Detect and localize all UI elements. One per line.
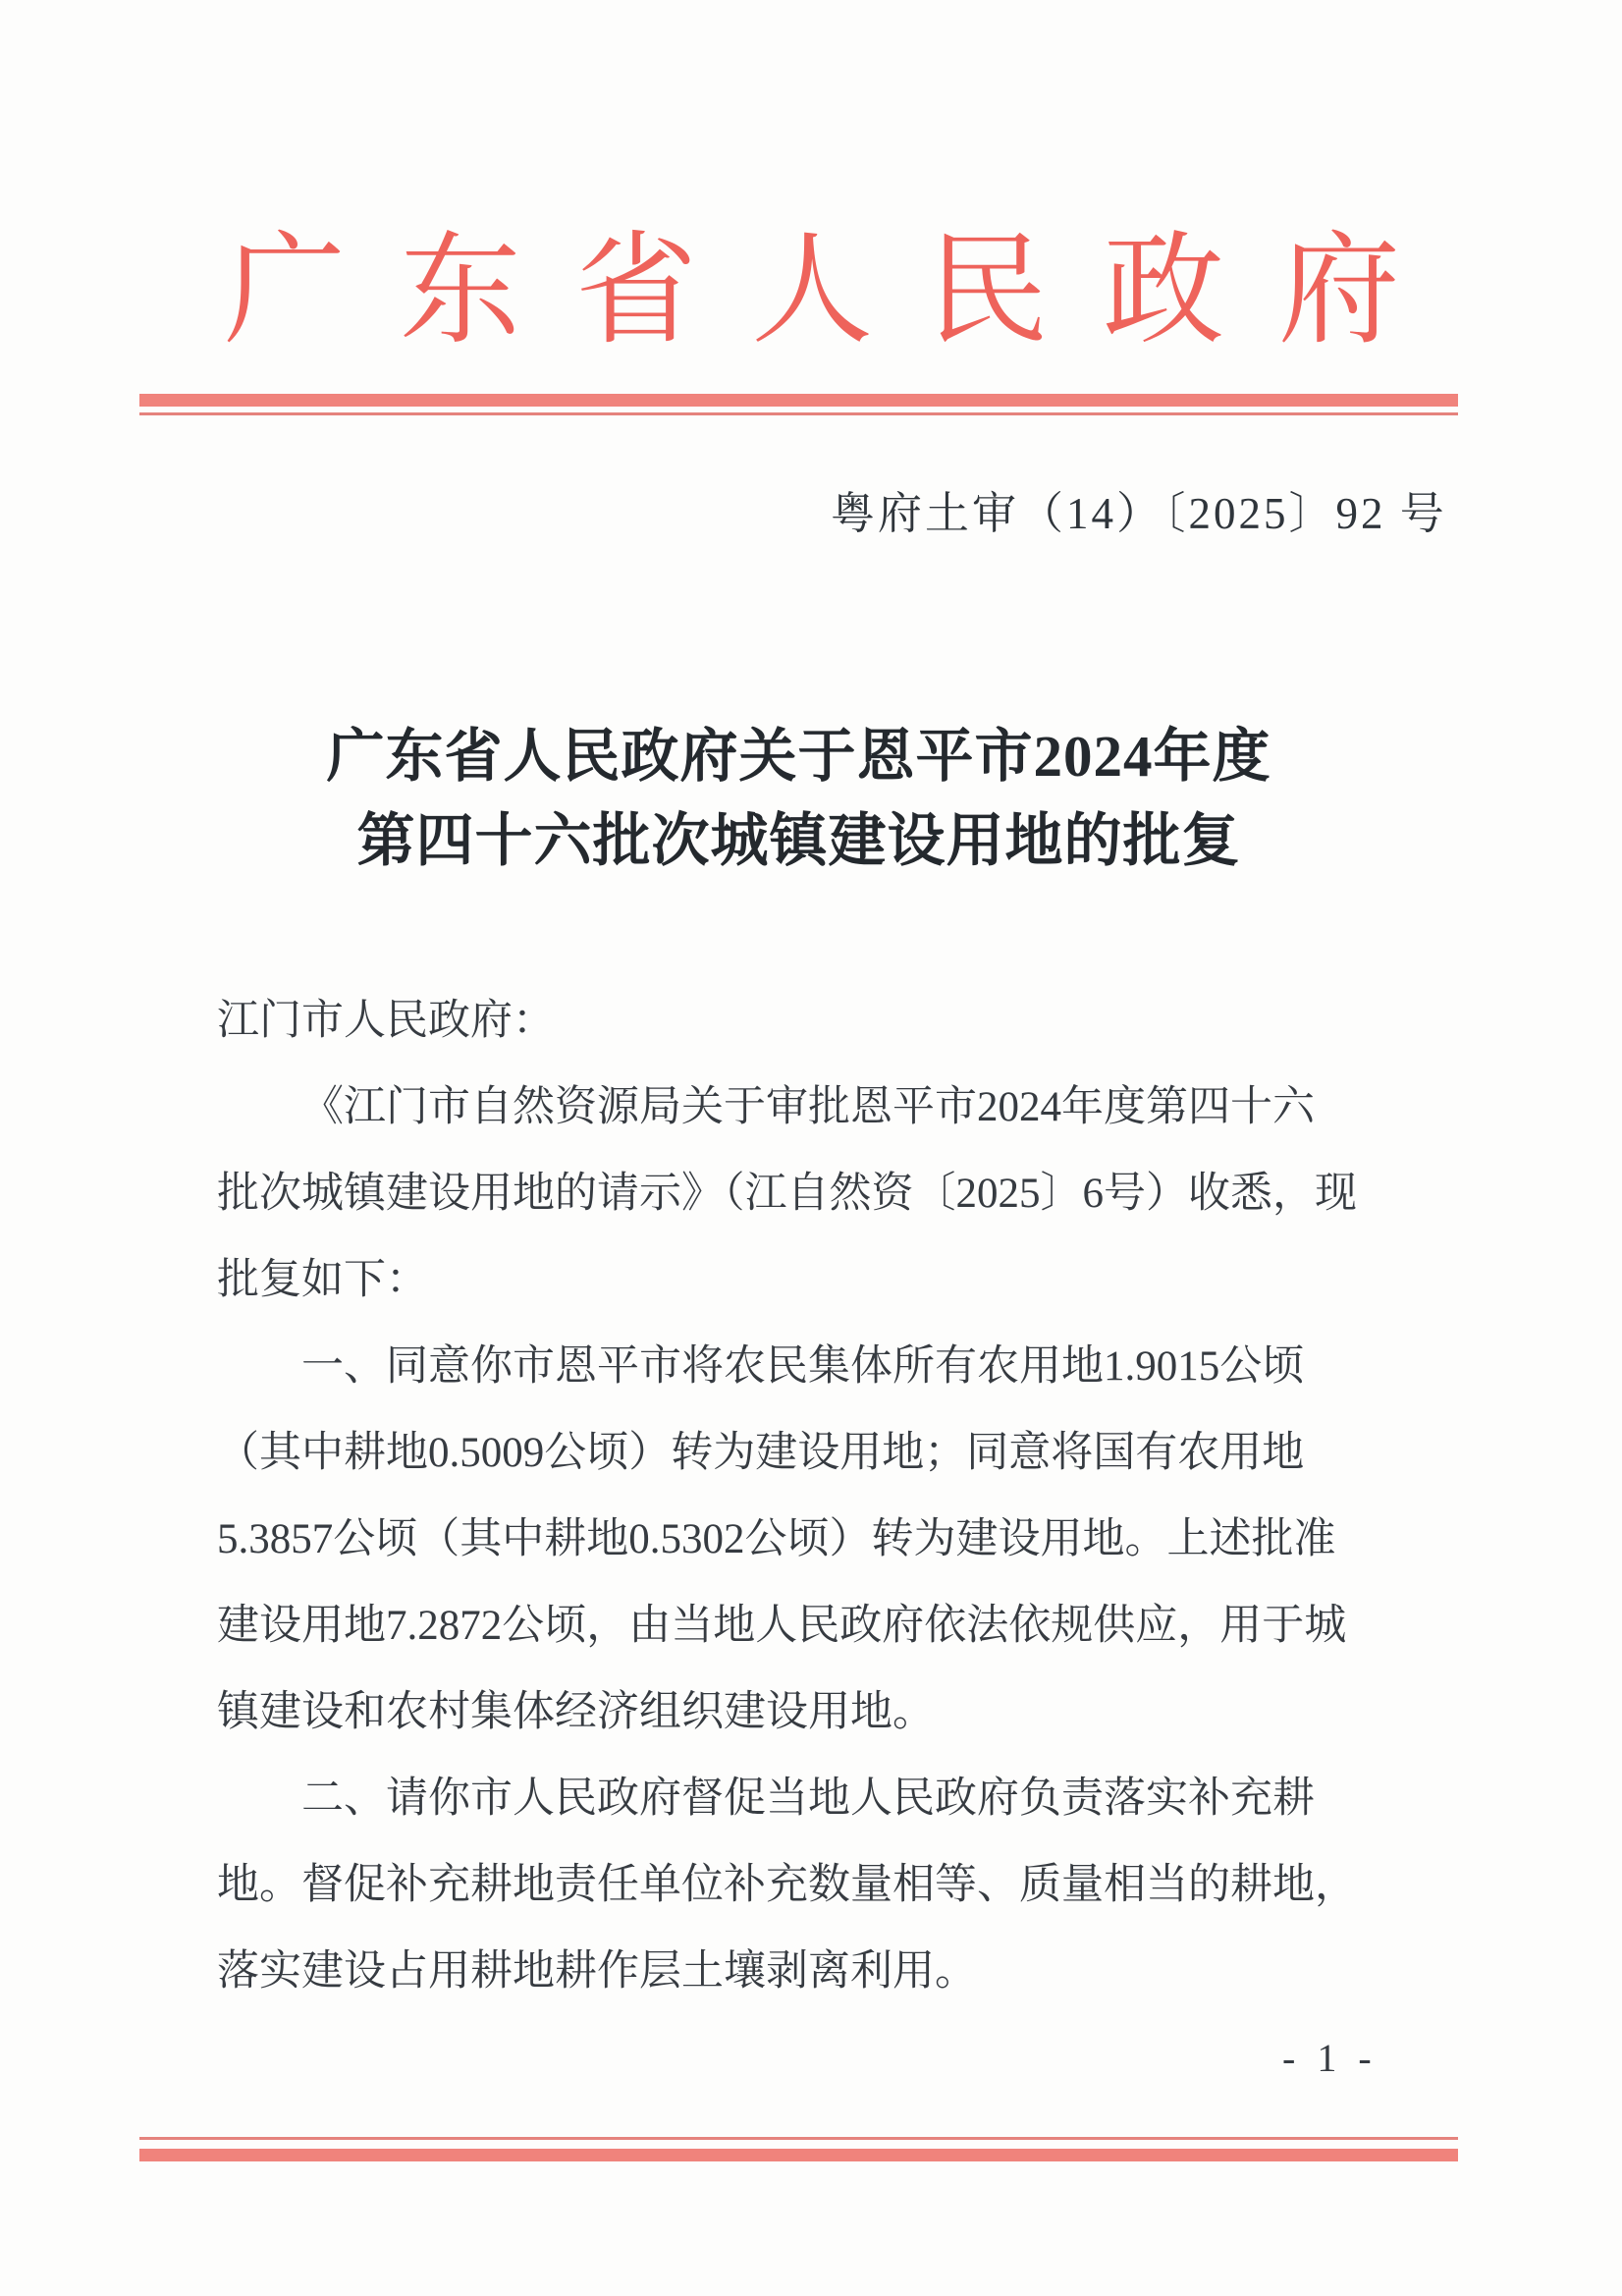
body-line: 镇建设和农村集体经济组织建设用地。 (217, 1689, 935, 1735)
body-line: 地。督促补充耕地责任单位补充数量相等、质量相当的耕地， (217, 1862, 1357, 1908)
body-line: 5.3857公顷（其中耕地0.5302公顷）转为建设用地。上述批准 (217, 1516, 1336, 1562)
document-title-line2: 第四十六批次城镇建设用地的批复 (356, 808, 1241, 873)
body-line: 批复如下： (217, 1257, 428, 1303)
body-line: 批次城镇建设用地的请示》（江自然资〔2025〕6号）收悉，现 (217, 1171, 1357, 1217)
footer-rule-thick (139, 2149, 1458, 2161)
page-number: - 1 - (1282, 2036, 1378, 2080)
body-line: 一、同意你市恩平市将农民集体所有农用地1.9015公顷 (301, 1343, 1305, 1390)
masthead-title: 广东省人民政府 (224, 224, 1455, 358)
header-rule-thin (139, 412, 1458, 415)
body-line: 二、请你市人民政府督促当地人民政府负责落实补充耕 (301, 1776, 1315, 1822)
body-line: 江门市人民政府： (217, 998, 555, 1044)
body-line: 建设用地7.2872公顷，由当地人民政府依法依规供应，用于城 (217, 1603, 1347, 1649)
document-title (139, 714, 1458, 883)
document-title-line1: 广东省人民政府关于恩平市2024年度 (326, 724, 1271, 789)
body-line: 《江门市自然资源局关于审批恩平市2024年度第四十六 (301, 1084, 1315, 1130)
body-line: （其中耕地0.5009公顷）转为建设用地；同意将国有农用地 (217, 1430, 1305, 1476)
document-number: 粤府土审（14）〔2025〕92 号 (831, 489, 1447, 538)
body-line: 落实建设占用耕地耕作层土壤剥离利用。 (217, 1948, 977, 1995)
document-body (217, 978, 1395, 2015)
header-rule-thick (139, 394, 1458, 407)
footer-rule-thin (139, 2137, 1458, 2140)
